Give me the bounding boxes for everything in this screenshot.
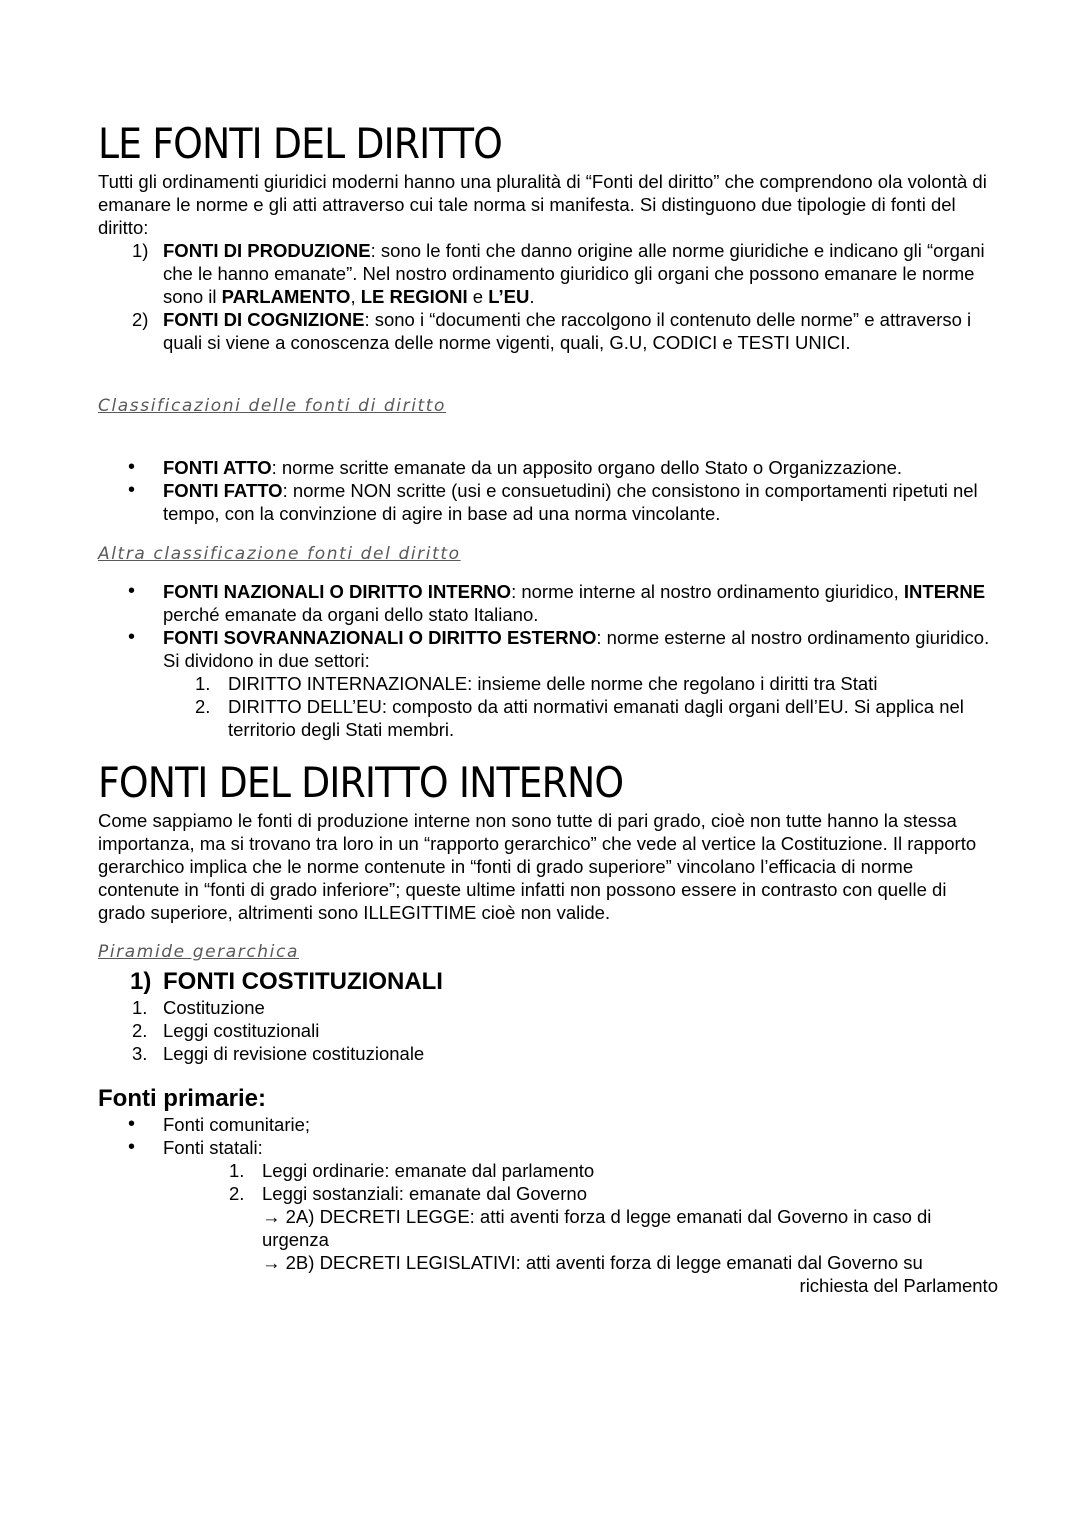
list-item-leggi-ordinarie: 1. Leggi ordinarie: emanate dal parlamento bbox=[229, 1160, 595, 1181]
list-item-fonti-comunitarie: • Fonti comunitarie; bbox=[128, 1113, 311, 1135]
list-item-fonti-produzione: 1) FONTI DI PRODUZIONE: sono le fonti che danno origine alle norme giuridiche e indicano gli “organi che le hanno emanate”. Nel nostro ordinamento giuridico gli organi che possono emanare le norme sono il PARLAMENTO, LE REGIONI e L’EU. bbox=[132, 240, 985, 307]
list-item-fonti-fatto: • FONTI FATTO: norme NON scritte (usi e consuetudini) che consistono in comportamenti ripetuti nel tempo, con la convinzione di agire in base ad una norma vincolante. bbox=[128, 479, 978, 524]
section-title-diritto-interno: FONTI DEL DIRITTO INTERNO bbox=[98, 758, 624, 807]
heading-fonti-costituzionali: 1) FONTI COSTITUZIONALI bbox=[130, 968, 443, 995]
heading-fonti-primarie: Fonti primarie: bbox=[98, 1085, 267, 1112]
list-item-leggi-costituzionali: 2. Leggi costituzionali bbox=[132, 1020, 320, 1041]
decreti-legge: → 2A) DECRETI LEGGE: atti aventi forza d legge emanati dal Governo in caso di urgenza bbox=[262, 1206, 932, 1250]
list-item-fonti-sovrannazionali: • FONTI SOVRANNAZIONALI O DIRITTO ESTERNO: norme esterne al nostro ordinamento giuridico. Si dividono in due settori: bbox=[128, 626, 990, 671]
subheading-piramide: Piramide gerarchica bbox=[98, 942, 299, 962]
page-title: LE FONTI DEL DIRITTO bbox=[98, 119, 502, 168]
list-item-fonti-atto: • FONTI ATTO: norme scritte emanate da un apposito organo dello Stato o Organizzazione. bbox=[128, 456, 903, 478]
intro-paragraph: Tutti gli ordinamenti giuridici moderni hanno una pluralità di “Fonti del diritto” che comprendono ola volontà di emanare le norme e gli atti attraverso cui tale norma si manifesta. Si distinguono due tipologie di fonti del diritto: bbox=[98, 171, 987, 238]
list-item-diritto-internazionale: 1. DIRITTO INTERNAZIONALE: insieme delle norme che regolano i diritti tra Stati bbox=[195, 673, 878, 694]
intro2-paragraph: Come sappiamo le fonti di produzione interne non sono tutte di pari grado, cioè non tutte hanno la stessa importanza, ma si trovano tra loro in un “rapporto gerarchico” che vede al vertice la Costituzione. Il rapporto gerarchico implica che le norme contenute in “fonti di grado superiore” vincolano l’efficacia di norme contenute in “fonti di grado inferiore”; queste ultime infatti non possono essere in contrasto con quelle di grado superiore, altrimenti sono ILLEGITTIME cioè non valide. bbox=[98, 810, 977, 923]
list-item-diritto-eu: 2. DIRITTO DELL’EU: composto da atti normativi emanati dagli organi dell’EU. Si applica nel territorio degli Stati membri. bbox=[195, 696, 964, 740]
subheading-classificazioni: Classificazioni delle fonti di diritto bbox=[98, 396, 447, 416]
list-item-leggi-sostanziali: 2. Leggi sostanziali: emanate dal Governo bbox=[229, 1183, 587, 1204]
list-item-fonti-cognizione: 2) FONTI DI COGNIZIONE: sono i “documenti che raccolgono il contenuto delle norme” e attraverso i quali si viene a conoscenza delle norme vigenti, quali, G.U, CODICI e TESTI UNICI. bbox=[132, 309, 972, 353]
subheading-altra-classificazione: Altra classificazione fonti del diritto bbox=[98, 544, 461, 564]
decreti-legislativi: → 2B) DECRETI LEGISLATIVI: atti aventi forza di legge emanati dal Governo su bbox=[262, 1252, 923, 1273]
list-item-costituzione: 1. Costituzione bbox=[132, 997, 265, 1018]
document-page bbox=[98, 118, 998, 1297]
list-item-fonti-statali: • Fonti statali: bbox=[128, 1136, 263, 1158]
list-item-fonti-nazionali: • FONTI NAZIONALI O DIRITTO INTERNO: norme interne al nostro ordinamento giuridico, INTERNE perché emanate da organi dello stato Italiano. bbox=[128, 580, 986, 625]
decreti-legislativi-end: richiesta del Parlamento bbox=[799, 1275, 998, 1296]
list-item-leggi-revisione: 3. Leggi di revisione costituzionale bbox=[132, 1043, 425, 1064]
